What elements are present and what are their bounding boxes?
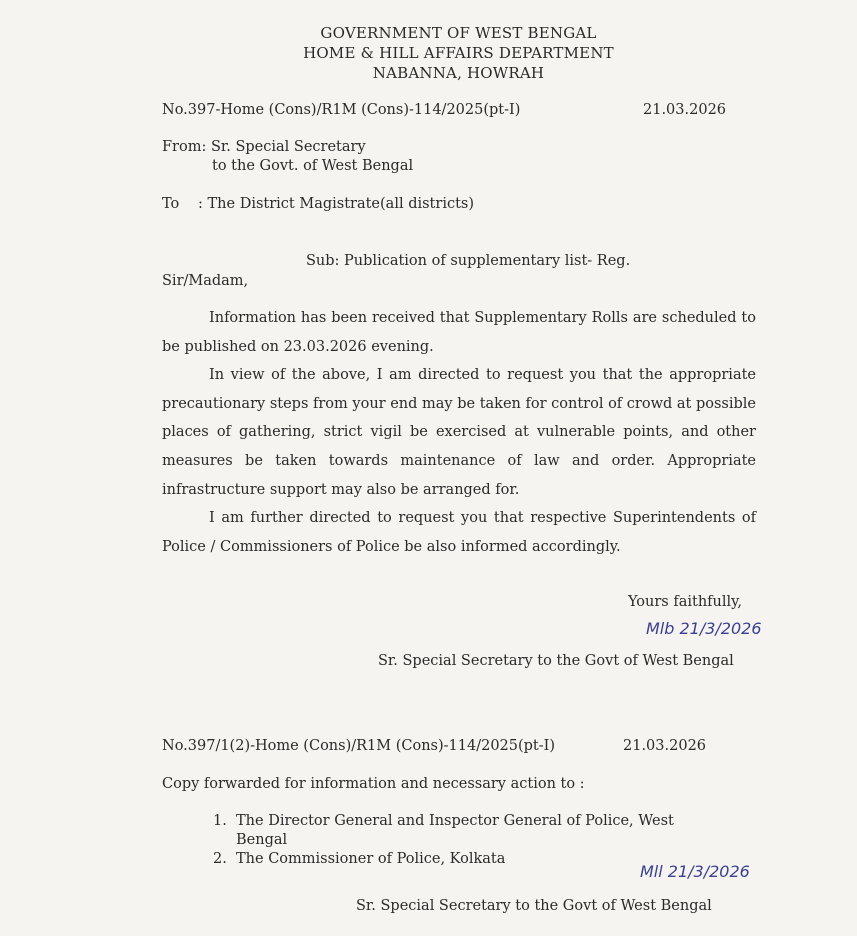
recipient-2-number: 2. (213, 851, 227, 867)
copy-memo-date: 21.03.2026 (623, 738, 707, 754)
memo-date: 21.03.2026 (643, 102, 727, 118)
closing: Yours faithfully, (628, 594, 743, 610)
govt-name: GOVERNMENT OF WEST BENGAL (320, 24, 597, 42)
salutation: Sir/Madam, (162, 273, 249, 289)
signature-1-text: Mlb 21/3/2026 (646, 619, 762, 638)
department-name: HOME & HILL AFFAIRS DEPARTMENT (303, 44, 614, 62)
recipient-1-text: The Director General and Inspector General of Police, West (236, 813, 674, 829)
memo-number: No.397-Home (Cons)/R1M (Cons)-114/2025(pt-I) (162, 102, 521, 118)
copy-memo-number: No.397/1(2)-Home (Cons)/R1M (Cons)-114/2025(pt-I) (162, 738, 556, 754)
to-value: : The District Magistrate(all districts) (198, 196, 475, 212)
signature-2-text: Mll 21/3/2026 (640, 862, 750, 881)
subject-line: Sub: Publication of supplementary list- Reg. (306, 253, 631, 269)
copy-intro: Copy forwarded for information and necessary action to : (162, 776, 585, 792)
from-line2: to the Govt. of West Bengal (212, 158, 414, 174)
signatory-designation-1: Sr. Special Secretary to the Govt of West Bengal (378, 653, 734, 669)
body-paragraph-2: In view of the above, I am directed to request you that the appropriate precautionary steps from your end may be taken for control of crowd at possible places of gathering, strict vigil be exercised at vulnerable points, and other measures be taken towards maintenance of law and order. Appropriate infrastructure support may also be arranged for. (162, 367, 756, 498)
handwritten-signature-2 (640, 862, 750, 881)
signatory-designation-2: Sr. Special Secretary to the Govt of West Bengal (356, 898, 712, 914)
from-label: From: Sr. Special Secretary (162, 139, 366, 155)
recipient-1-number: 1. (213, 813, 227, 829)
office-location: NABANNA, HOWRAH (372, 64, 545, 82)
handwritten-signature-1 (646, 612, 762, 640)
body-paragraph-1: Information has been received that Supplementary Rolls are scheduled to be published on 23.03.2026 evening. (162, 310, 756, 355)
recipient-2-text: The Commissioner of Police, Kolkata (236, 851, 506, 867)
to-label: To (162, 196, 180, 212)
recipient-1-text-cont: Bengal (236, 832, 288, 848)
body-paragraph-3: I am further directed to request you that respective Superintendents of Police / Commissioners of Police be also informed accordingly. (162, 510, 756, 555)
